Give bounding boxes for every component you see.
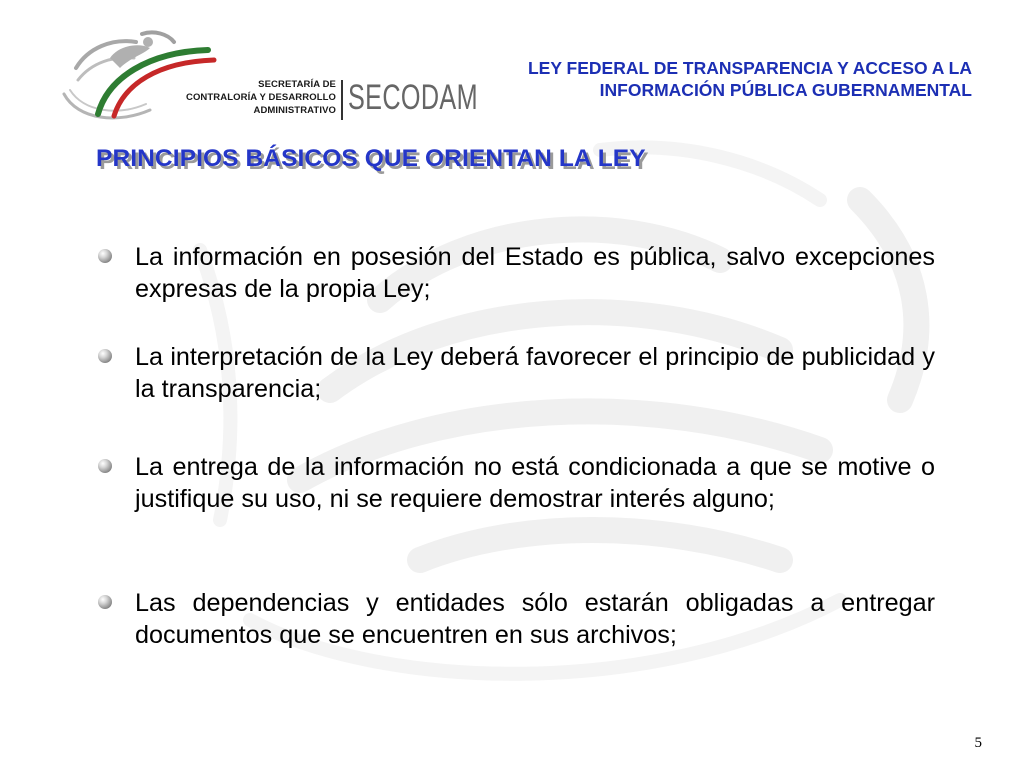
logo-divider	[341, 80, 343, 120]
agency-name-line: CONTRALORÍA Y DESARROLLO	[185, 92, 336, 103]
law-title-line: INFORMACIÓN PÚBLICA GUBERNAMENTAL	[599, 80, 972, 100]
agency-acronym: SECODAM	[348, 78, 478, 117]
bullet-icon	[98, 595, 112, 609]
principle-text: La información en posesión del Estado es pública, salvo excepciones expresas de la propia Ley;	[135, 243, 935, 303]
bullet-icon	[98, 249, 112, 263]
agency-name-line: SECRETARÍA DE	[258, 79, 336, 90]
law-title-line: LEY FEDERAL DE TRANSPARENCIA Y ACCESO A LA	[527, 58, 972, 78]
agency-name-line: ADMINISTRATIVO	[253, 105, 336, 116]
page-number: 5	[974, 735, 982, 751]
slide-heading: PRINCIPIOS BÁSICOS QUE ORIENTAN LA LEY	[96, 145, 646, 172]
law-title	[412, 57, 972, 101]
agency-name	[178, 78, 336, 117]
principle-text: La interpretación de la Ley deberá favorecer el principio de publicidad y la transparencia;	[135, 343, 935, 403]
bullet-icon	[98, 349, 112, 363]
secodam-logo	[58, 28, 478, 128]
bullet-icon	[98, 459, 112, 473]
principle-text: La entrega de la información no está condicionada a que se motive o justifique su uso, ni se requiere demostrar interés alguno;	[135, 453, 935, 513]
principle-text: Las dependencias y entidades sólo estarán obligadas a entregar documentos que se encuentren en sus archivos;	[135, 589, 935, 649]
